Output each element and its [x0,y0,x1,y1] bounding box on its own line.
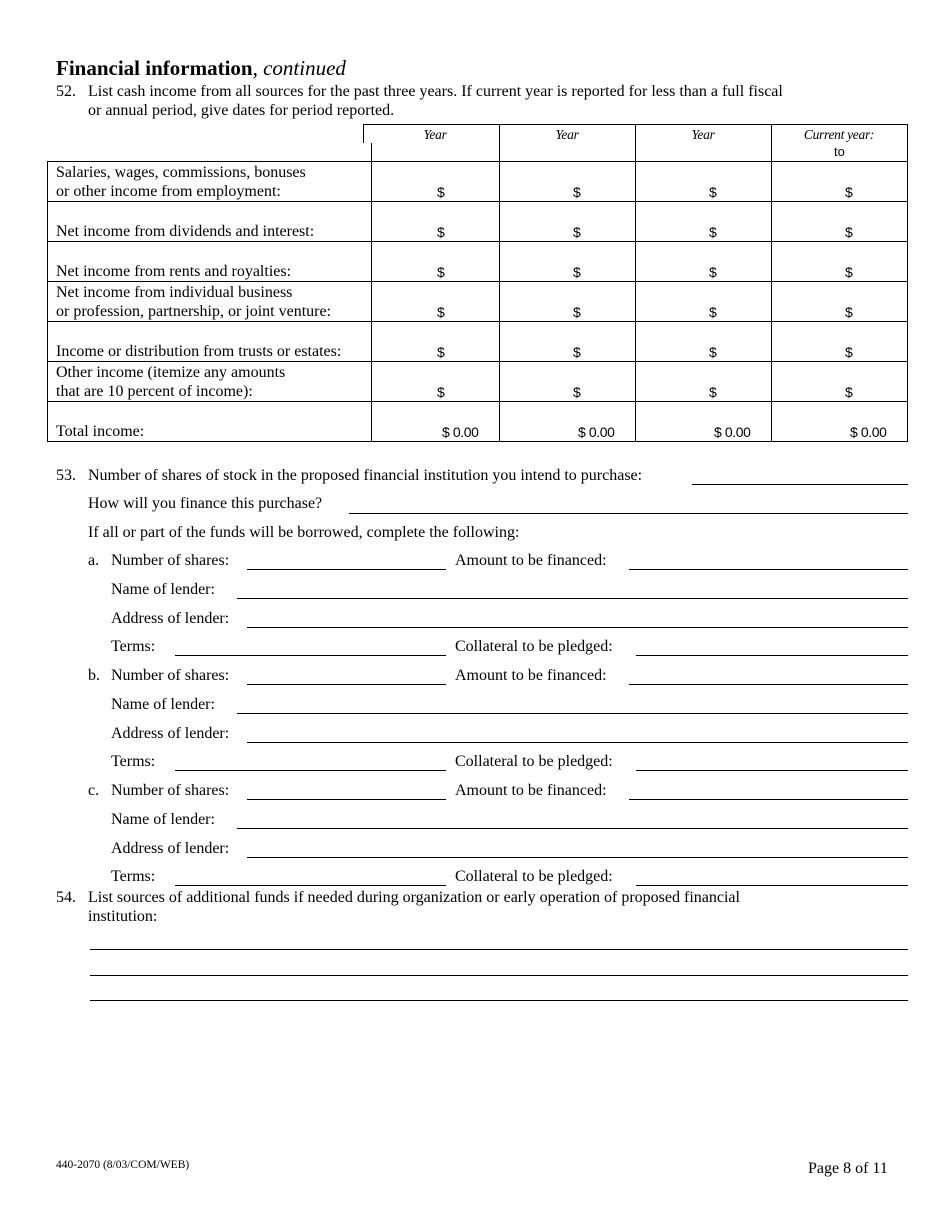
loan-b-collateral-field[interactable] [636,770,908,771]
additional-funds-line-3[interactable] [90,1000,908,1001]
loan-b-letter: b. [88,667,100,684]
amount-cell-dividends-year-3[interactable]: $ [709,224,717,240]
loan-b-collateral-label: Collateral to be pledged: [455,753,613,770]
row-label-business-line1: Net income from individual business [56,284,293,301]
amount-cell-business-year-1[interactable]: $ [437,304,445,320]
finance-method-field[interactable] [349,513,908,514]
amount-cell-business-current-year[interactable]: $ [845,304,853,320]
column-header-current-year: Current year: [803,127,875,142]
amount-cell-salaries-current-year[interactable]: $ [845,184,853,200]
q54-number: 54. [56,889,76,906]
loan-a-collateral-label: Collateral to be pledged: [455,638,613,655]
column-header-year-3: Year [691,127,715,142]
loan-b-terms-field[interactable] [175,770,446,771]
loan-a-lender-address-field[interactable] [247,627,908,628]
q54-text-line2: institution: [88,908,158,925]
amount-cell-trusts-year-3[interactable]: $ [709,344,717,360]
amount-cell-salaries-year-1[interactable]: $ [437,184,445,200]
loan-c-amount-label: Amount to be financed: [455,782,607,799]
amount-cell-trusts-year-1[interactable]: $ [437,344,445,360]
q53-number: 53. [56,467,76,484]
loan-a-terms-label: Terms: [111,638,156,655]
loan-b-amount-field[interactable] [629,684,908,685]
loan-c-lender-address-field[interactable] [247,857,908,858]
loan-a-terms-field[interactable] [175,655,446,656]
loan-a-lender-address-label: Address of lender: [111,610,230,627]
additional-funds-line-1[interactable] [90,949,908,950]
borrowed-intro: If all or part of the funds will be borrowed, complete the following: [88,524,520,541]
loan-c-terms-field[interactable] [175,885,446,886]
amount-cell-business-year-2[interactable]: $ [573,304,581,320]
loan-c-lender-address-label: Address of lender: [111,840,230,857]
loan-a-shares-label: Number of shares: [111,552,230,569]
section-title-suffix: , continued [252,56,346,80]
loan-a-letter: a. [88,552,100,569]
form-code: 440-2070 (8/03/COM/WEB) [56,1159,190,1171]
total-cell-year-1[interactable]: $ 0.00 [442,424,479,440]
section-title: Financial information [56,56,253,80]
amount-cell-other-current-year[interactable]: $ [845,384,853,400]
loan-b-lender-name-field[interactable] [237,713,908,714]
amount-cell-business-year-3[interactable]: $ [709,304,717,320]
q54-text-line1: List sources of additional funds if needed during organization or early operation of proposed financial [88,889,740,906]
loan-b-terms-label: Terms: [111,753,156,770]
q52-text-line1: List cash income from all sources for the past three years. If current year is reported for less than a full fiscal [88,83,783,100]
loan-a-collateral-field[interactable] [636,655,908,656]
column-header-year-2: Year [555,127,579,142]
loan-a-shares-field[interactable] [247,569,446,570]
loan-b-lender-address-field[interactable] [247,742,908,743]
loan-c-amount-field[interactable] [629,799,908,800]
amount-cell-dividends-current-year[interactable]: $ [845,224,853,240]
row-label-salaries-line1: Salaries, wages, commissions, bonuses [56,164,306,181]
current-year-to-label: to [834,144,845,159]
page-title [56,56,346,81]
loan-c-terms-label: Terms: [111,868,156,885]
additional-funds-line-2[interactable] [90,975,908,976]
amount-cell-salaries-year-2[interactable]: $ [573,184,581,200]
amount-cell-other-year-3[interactable]: $ [709,384,717,400]
loan-b-shares-label: Number of shares: [111,667,230,684]
row-label-salaries-line2: or other income from employment: [56,183,281,200]
loan-c-collateral-field[interactable] [636,885,908,886]
column-header-year-1: Year [423,127,447,142]
loan-c-lender-name-field[interactable] [237,828,908,829]
q52-text-line2: or annual period, give dates for period reported. [88,102,395,119]
loan-a-lender-name-field[interactable] [237,598,908,599]
amount-cell-other-year-1[interactable]: $ [437,384,445,400]
amount-cell-rents-year-2[interactable]: $ [573,264,581,280]
amount-cell-rents-year-1[interactable]: $ [437,264,445,280]
amount-cell-rents-current-year[interactable]: $ [845,264,853,280]
amount-cell-other-year-2[interactable]: $ [573,384,581,400]
finance-question: How will you finance this purchase? [88,495,323,512]
loan-b-lender-name-label: Name of lender: [111,696,215,713]
amount-cell-dividends-year-1[interactable]: $ [437,224,445,240]
total-cell-year-2[interactable]: $ 0.00 [578,424,615,440]
row-label-other-line1: Other income (itemize any amounts [56,364,286,381]
row-label-dividends: Net income from dividends and interest: [56,223,315,240]
amount-cell-salaries-year-3[interactable]: $ [709,184,717,200]
loan-b-shares-field[interactable] [247,684,446,685]
row-label-business-line2: or profession, partnership, or joint venture: [56,303,332,320]
total-cell-current-year[interactable]: $ 0.00 [850,424,887,440]
loan-b-amount-label: Amount to be financed: [455,667,607,684]
loan-c-shares-label: Number of shares: [111,782,230,799]
q52-number: 52. [56,83,76,100]
income-table [47,124,908,442]
loan-a-lender-name-label: Name of lender: [111,581,215,598]
row-label-other-line2: that are 10 percent of income): [56,383,253,400]
loan-c-letter: c. [88,782,100,799]
loan-c-collateral-label: Collateral to be pledged: [455,868,613,885]
shares-to-purchase-field[interactable] [692,484,908,485]
loan-c-lender-name-label: Name of lender: [111,811,215,828]
row-label-rents: Net income from rents and royalties: [56,263,292,280]
loan-a-amount-label: Amount to be financed: [455,552,607,569]
amount-cell-dividends-year-2[interactable]: $ [573,224,581,240]
row-label-total-income: Total income: [56,423,145,440]
row-label-trusts: Income or distribution from trusts or estates: [56,343,342,360]
loan-b-lender-address-label: Address of lender: [111,725,230,742]
page-number: Page 8 of 11 [808,1160,888,1177]
amount-cell-trusts-current-year[interactable]: $ [845,344,853,360]
loan-a-amount-field[interactable] [629,569,908,570]
amount-cell-rents-year-3[interactable]: $ [709,264,717,280]
q53-question: Number of shares of stock in the proposed financial institution you intend to purchase: [88,467,643,484]
loan-c-shares-field[interactable] [247,799,446,800]
total-cell-year-3[interactable]: $ 0.00 [714,424,751,440]
amount-cell-trusts-year-2[interactable]: $ [573,344,581,360]
